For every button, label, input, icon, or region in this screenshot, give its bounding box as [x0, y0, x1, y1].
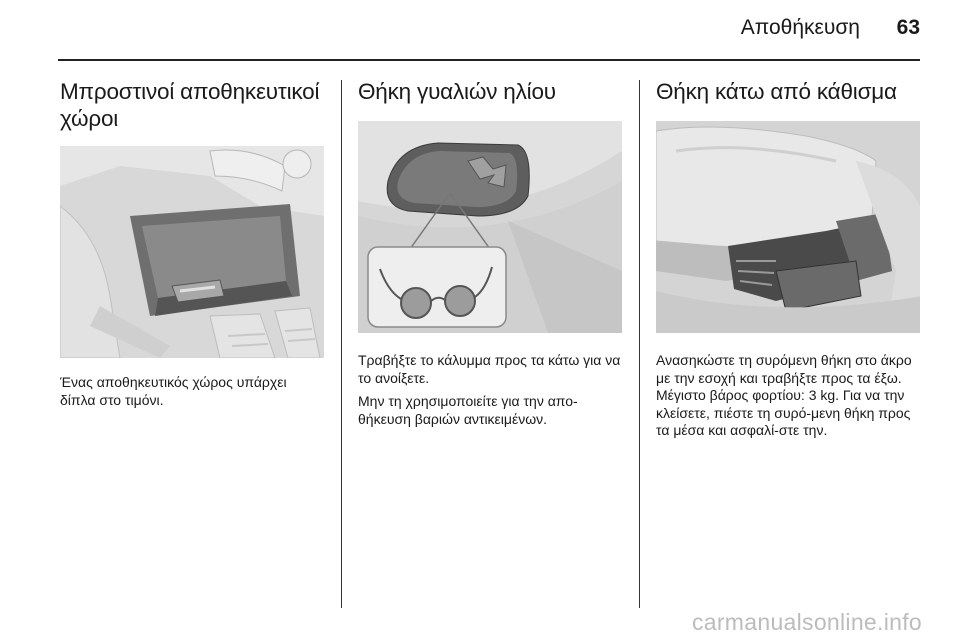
section-heading: Μπροστινοί αποθηκευτικοί χώροι: [60, 79, 320, 131]
section-text: Ανασηκώστε τη συρόμενη θήκη στο άκρο με την εσοχή και τραβήξτε προς τα έξω. Μέγιστο βάρος φορτίου: 3 kg. Για να την κλείσετε, πιέστε τη συρό‐μενη θήκη προς τα μέσα και ασφαλί‐στε την.: [656, 352, 912, 438]
section-warning-text: Μην τη χρησιμοποιείτε για την απο‐θήκευση βαριών αντικειμένων.: [358, 393, 578, 427]
running-header-title: Αποθήκευση: [740, 16, 860, 39]
column-divider: [639, 80, 640, 608]
column-divider: [341, 80, 342, 608]
section-under-seat-drawer: [656, 68, 922, 440]
sunglasses-holder-illustration: [358, 121, 622, 333]
watermark: carmanualsonline.info: [691, 609, 922, 635]
section-heading: Θήκη κάτω από κάθισμα: [656, 79, 897, 104]
page-number: 63: [896, 16, 920, 39]
section-heading: Θήκη γυαλιών ηλίου: [358, 79, 556, 104]
section-text: Ένας αποθηκευτικός χώρος υπάρχει δίπλα στο τιμόνι.: [60, 374, 287, 408]
section-text: Τραβήξτε το κάλυμμα προς τα κάτω για να το ανοίξετε.: [358, 352, 621, 386]
section-sunglasses-holder: [358, 68, 622, 428]
under-seat-drawer-illustration: [656, 121, 920, 333]
section-front-storage: [60, 68, 324, 409]
storage-compartment-illustration: [60, 146, 324, 358]
header-rule: [58, 59, 920, 61]
